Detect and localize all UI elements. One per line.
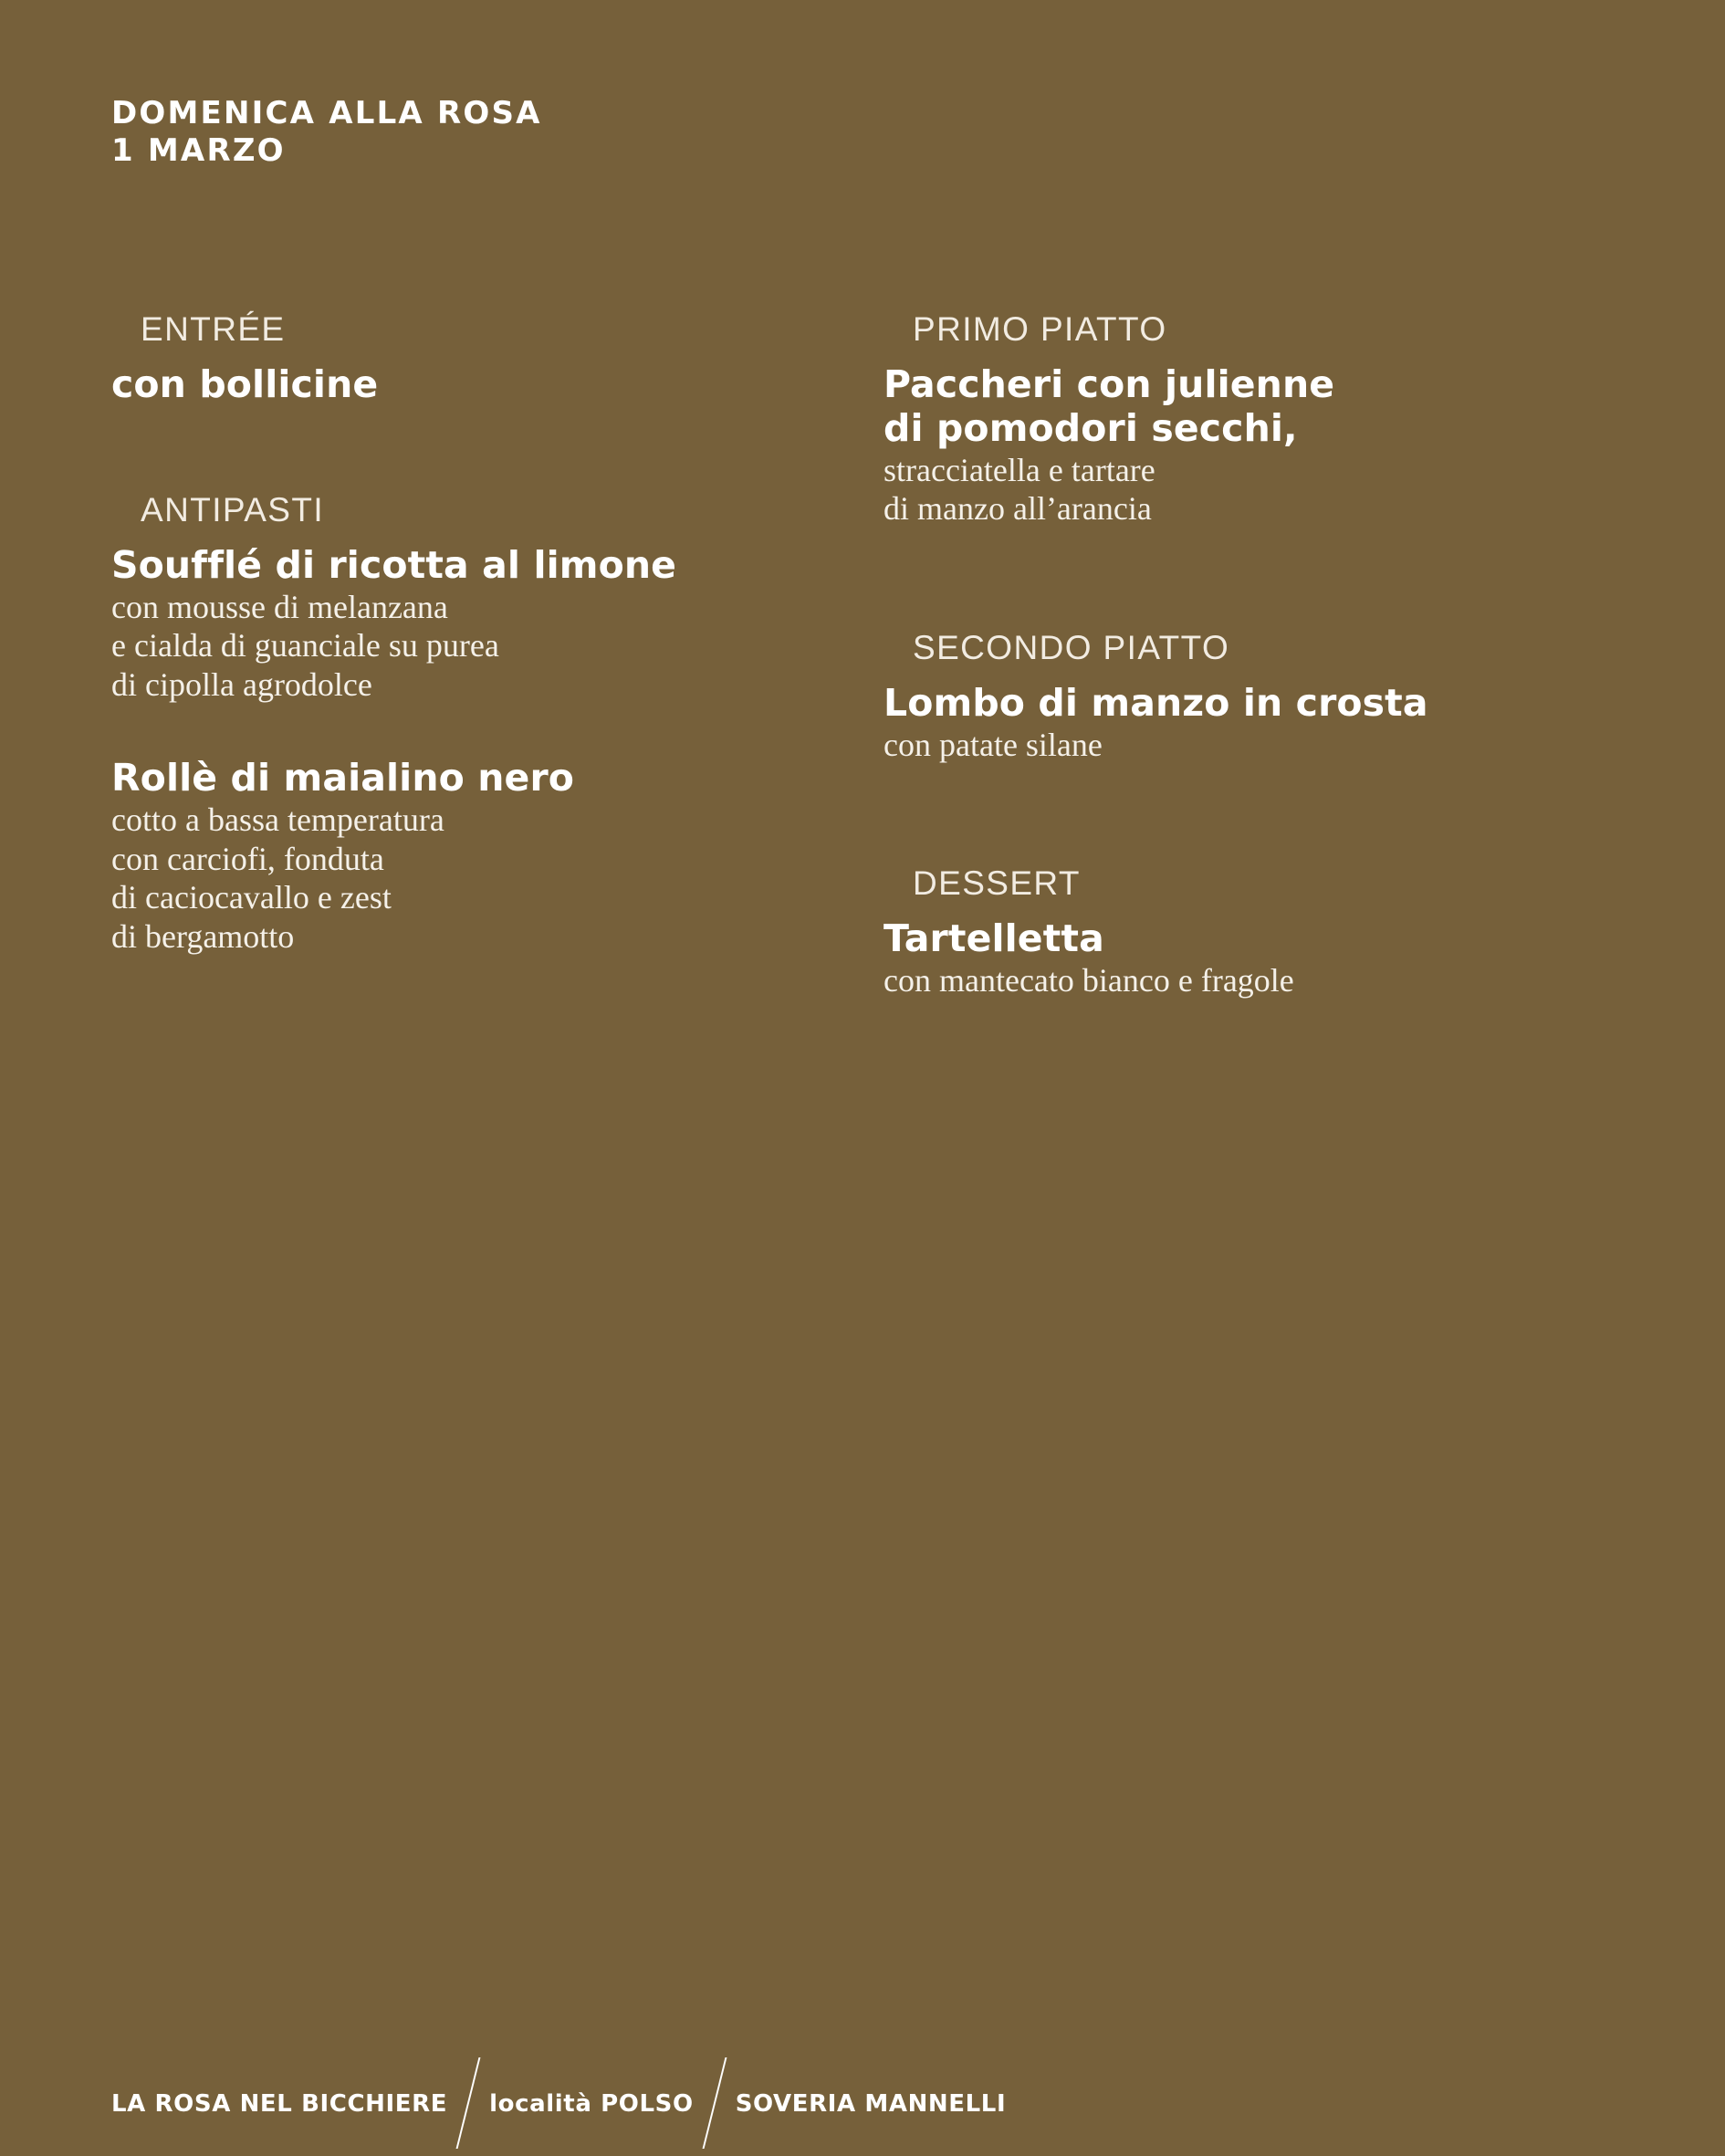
dish-description: [883, 451, 1641, 529]
dish-description-line: di caciocavallo e zest: [111, 879, 392, 916]
dish-description-line: di bergamotto: [111, 917, 295, 955]
dish-name-line: Paccheri con julienne: [883, 362, 1335, 406]
section-antipasti: [111, 491, 860, 956]
spacer: [883, 529, 1641, 629]
dish-description: [883, 726, 1641, 764]
footer-locality: località POLSO: [489, 2090, 694, 2118]
section-title-dessert: DESSERT: [913, 864, 1081, 903]
page-footer: [111, 2026, 1006, 2118]
dish-description: [111, 801, 860, 956]
section-title-primo-piatto: PRIMO PIATTO: [913, 310, 1167, 348]
footer-brand: LA ROSA NEL BICCHIERE: [111, 2090, 448, 2118]
section-secondo-piatto: [883, 629, 1641, 764]
dish-tartelletta: [883, 917, 1641, 1000]
dish-description: [111, 588, 860, 704]
section-title-antipasti: ANTIPASTI: [141, 490, 325, 529]
section-title-secondo-piatto: SECONDO PIATTO: [913, 628, 1230, 666]
dish-con-bollicine: [111, 363, 860, 407]
dish-paccheri: [883, 363, 1641, 529]
dish-name: Tartelletta: [883, 916, 1104, 961]
page-title: DOMENICA ALLA ROSA: [111, 95, 542, 131]
spacer: [111, 407, 860, 491]
dish-name: con bollicine: [111, 362, 379, 406]
page-header: [111, 95, 542, 171]
dish-description-line: di cipolla agrodolce: [111, 665, 372, 703]
dish-description-line: stracciatella e tartare: [883, 451, 1155, 488]
spacer: [111, 704, 860, 757]
footer-divider: [456, 2057, 481, 2149]
dish-name: [883, 363, 1641, 451]
dish-name: Rollè di maialino nero: [111, 756, 575, 801]
page-date: 1 MARZO: [111, 132, 286, 170]
dish-souffle-di-ricotta: [111, 544, 860, 704]
menu-column-right: [883, 310, 1641, 1000]
dish-description-line: con mousse di melanzana: [111, 588, 448, 625]
dish-description-line: cotto a bassa temperatura: [111, 801, 444, 839]
section-entree: [111, 310, 860, 407]
dish-name-line: di pomodori secchi,: [883, 405, 1298, 450]
dish-description: [883, 961, 1641, 1000]
dish-name: Lombo di manzo in crosta: [883, 680, 1428, 725]
dish-description-line: con carciofi, fonduta: [111, 840, 384, 877]
section-primo-piatto: [883, 310, 1641, 529]
spacer: [883, 764, 1641, 864]
dish-description-line: di manzo all’arancia: [883, 490, 1152, 528]
section-title-entree: ENTRÉE: [141, 310, 286, 348]
section-dessert: [883, 864, 1641, 1000]
dish-description-line: con patate silane: [883, 726, 1103, 763]
footer-divider: [702, 2057, 727, 2149]
dish-description-line: con mantecato bianco e fragole: [883, 962, 1294, 1000]
dish-rolle-di-maialino-nero: [111, 757, 860, 956]
dish-name: Soufflé di ricotta al limone: [111, 542, 677, 587]
footer-town: SOVERIA MANNELLI: [735, 2090, 1007, 2118]
dish-description-line: e cialda di guanciale su purea: [111, 627, 499, 665]
dish-lombo-di-manzo: [883, 682, 1641, 764]
menu-column-left: [111, 310, 860, 956]
